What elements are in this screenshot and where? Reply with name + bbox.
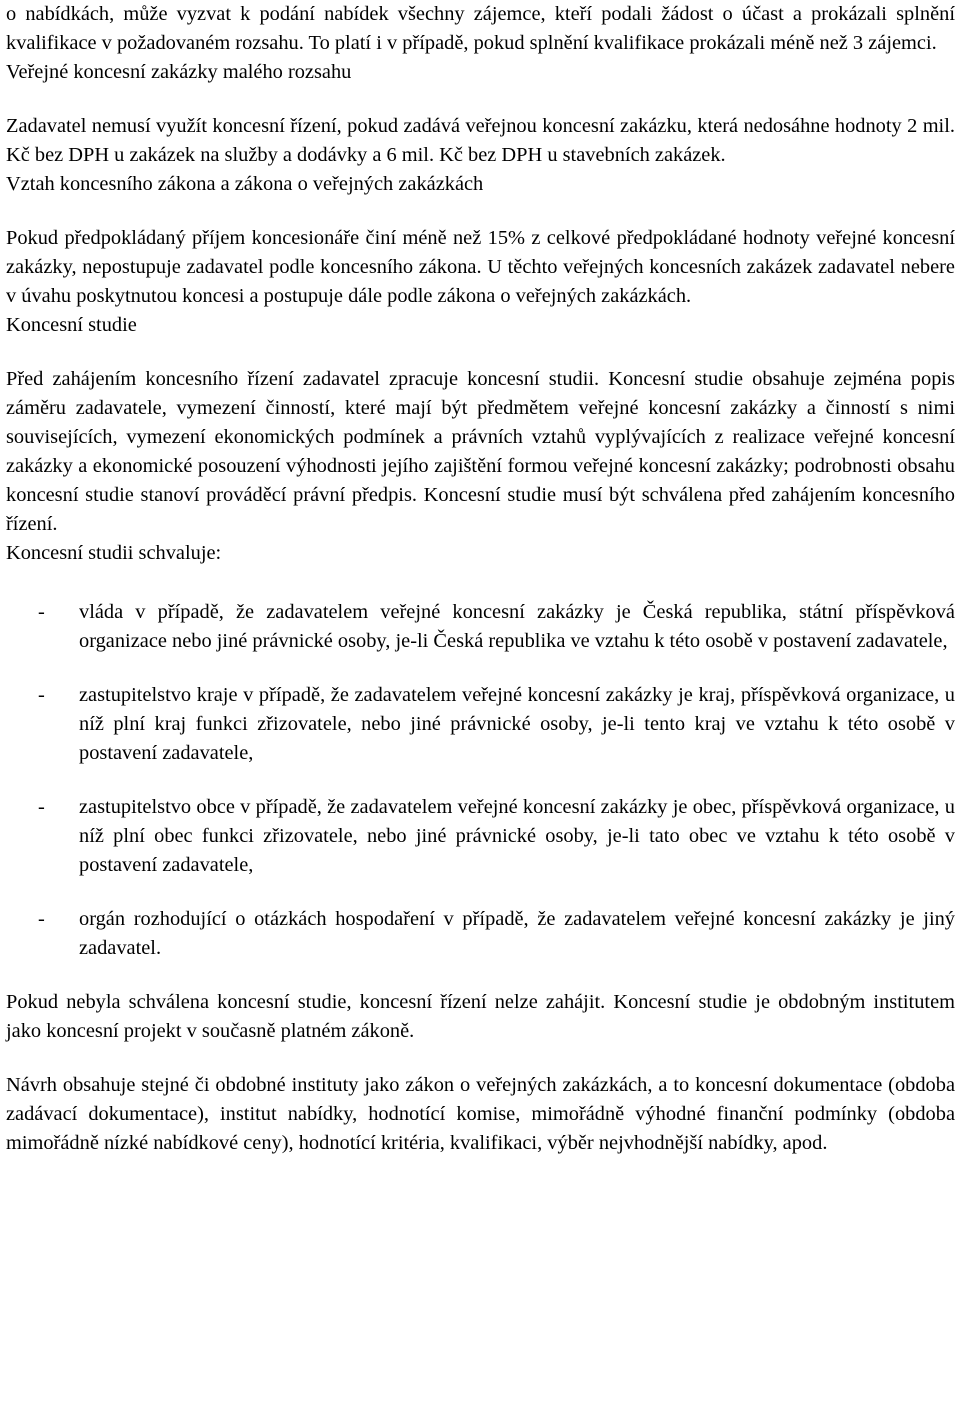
paragraph-law-relation: Pokud předpokládaný příjem koncesionáře činí méně než 15% z celkové předpokládané hodnoty veřejné koncesní zakázky, nepostupuje zadavatel podle koncesního zákona. U těchto veřejných koncesních zakázek zadavatel nebere v úvahu poskytnutou koncesi a postupuje dále podle zákona o veřejných zakázkách.: [6, 227, 955, 307]
approval-list: [6, 598, 955, 963]
paragraph-study-not-approved: Pokud nebyla schválena koncesní studie, koncesní řízení nelze zahájit. Koncesní studie je obdobným institutem jako koncesní projekt v současně platném zákoně.: [6, 991, 955, 1042]
paragraph-similar-institutes: Návrh obsahuje stejné či obdobné instituty jako zákon o veřejných zakázkách, a to koncesní dokumentace (obdoba zadávací dokumentace), institut nabídky, hodnotící komise, mimořádně výhodné finanční podmínky (obdoba mimořádně nízké nabídkové ceny), hodnotící kritéria, kvalifikaci, výběr nejvhodnější nabídky, apod.: [6, 1074, 955, 1154]
bullet-dash: -: [38, 601, 45, 623]
paragraph-concession-study: Před zahájením koncesního řízení zadavatel zpracuje koncesní studii. Koncesní studie obsahuje zejména popis záměru zadavatele, vymezení činností, které mají být předmětem veřejné koncesní zakázky a činností s nimi souvisejících, vymezení ekonomických podmínek a právních vztahů vyplývajících z realizace veřejné koncesní zakázky a ekonomické posouzení výhodnosti jejího zajištění formou veřejné koncesní zakázky; podrobnosti obsahu koncesní studie stanoví prováděcí právní předpis. Koncesní studie musí být schválena před zahájením koncesního řízení.: [6, 368, 955, 535]
bullet-dash: -: [38, 684, 45, 706]
bullet-dash: -: [38, 908, 45, 930]
list-item-text: orgán rozhodující o otázkách hospodaření v případě, že zadavatelem veřejné koncesní zakázky je jiný zadavatel.: [79, 908, 955, 959]
paragraph-small-scale-contracts: Zadavatel nemusí využít koncesní řízení, pokud zadává veřejnou koncesní zakázku, která nedosáhne hodnoty 2 mil. Kč bez DPH u zakázek na služby a dodávky a 6 mil. Kč bez DPH u stavebních zakázek.: [6, 115, 955, 166]
list-item: [6, 598, 955, 656]
list-item-text: zastupitelstvo kraje v případě, že zadavatelem veřejné koncesní zakázky je kraj, příspěvková organizace, u níž plní kraj funkci zřizovatele, nebo jiné právnické osoby, je-li tento kraj ve vztahu k této osobě v postavení zadavatele,: [79, 684, 955, 764]
list-item: [6, 681, 955, 768]
document-page: [6, 0, 955, 1158]
heading-study-approval: Koncesní studii schvaluje:: [6, 542, 222, 564]
heading-law-relation: Vztah koncesního zákona a zákona o veřejných zakázkách: [6, 173, 484, 195]
bullet-dash: -: [38, 796, 45, 818]
list-item-text: zastupitelstvo obce v případě, že zadavatelem veřejné koncesní zakázky je obec, příspěvková organizace, u níž plní obec funkci zřizovatele, nebo jiné právnické osoby, je-li tato obec ve vztahu k této osobě v postavení zadavatele,: [79, 796, 955, 876]
paragraph-intro: o nabídkách, může vyzvat k podání nabídek všechny zájemce, kteří podali žádost o účast a prokázali splnění kvalifikace v požadovaném rozsahu. To platí i v případě, pokud splnění kvalifikace prokázali méně než 3 zájemci.: [6, 3, 955, 54]
list-item: [6, 793, 955, 880]
heading-concession-study: Koncesní studie: [6, 314, 137, 336]
heading-small-scale-contracts: Veřejné koncesní zakázky malého rozsahu: [6, 61, 352, 83]
list-item-text: vláda v případě, že zadavatelem veřejné koncesní zakázky je Česká republika, státní příspěvková organizace nebo jiné právnické osoby, je-li Česká republika ve vztahu k této osobě v postavení zadavatele,: [79, 601, 955, 652]
list-item: [6, 905, 955, 963]
